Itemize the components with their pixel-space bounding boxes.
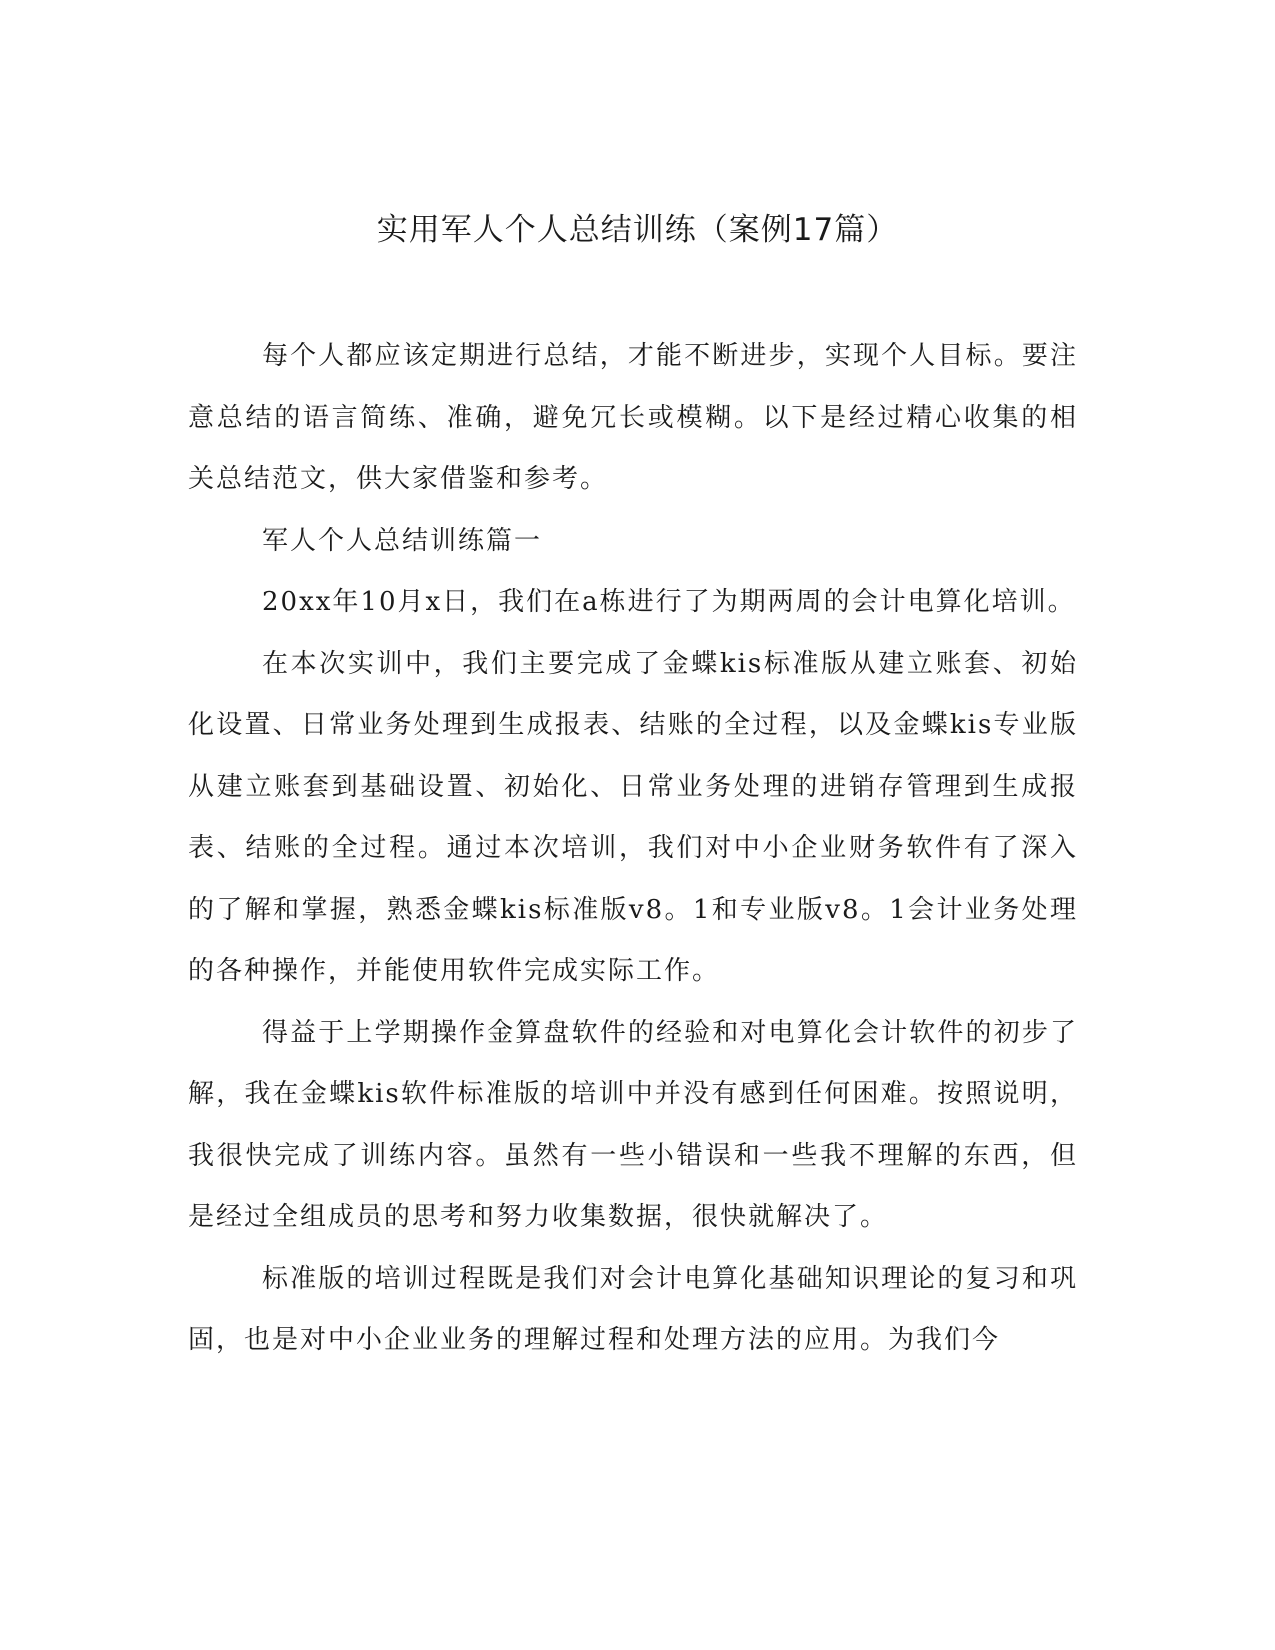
body-paragraph: 得益于上学期操作金算盘软件的经验和对电算化会计软件的初步了解，我在金蝶kis软件标准版的培训中并没有感到任何困难。按照说明，我很快完成了训练内容。虽然有一些小错误和一些我不理解的东西，但是经过全组成员的思考和努力收集数据，很快就解决了。	[188, 1017, 1078, 1232]
document-body	[188, 326, 1078, 1372]
document-title: 实用军人个人总结训练（案例17篇）	[376, 212, 899, 248]
body-paragraph: 标准版的培训过程既是我们对会计电算化基础知识理论的复习和巩固，也是对中小企业业务的理解过程和处理方法的应用。为我们今	[188, 1263, 1078, 1355]
body-paragraph: 20xx年10月x日，我们在a栋进行了为期两周的会计电算化培训。	[262, 587, 1076, 617]
body-paragraph: 在本次实训中，我们主要完成了金蝶kis标准版从建立账套、初始化设置、日常业务处理到生成报表、结账的全过程，以及金蝶kis专业版从建立账套到基础设置、初始化、日常业务处理的进销存管理到生成报表、结账的全过程。通过本次培训，我们对中小企业财务软件有了深入的了解和掌握，熟悉金蝶kis标准版v8。1和专业版v8。1会计业务处理的各种操作，并能使用软件完成实际工作。	[188, 648, 1078, 986]
section-heading: 军人个人总结训练篇一	[262, 525, 543, 556]
intro-paragraph: 每个人都应该定期进行总结，才能不断进步，实现个人目标。要注意总结的语言简练、准确，避免冗长或模糊。以下是经过精心收集的相关总结范文，供大家借鉴和参考。	[188, 341, 1078, 494]
